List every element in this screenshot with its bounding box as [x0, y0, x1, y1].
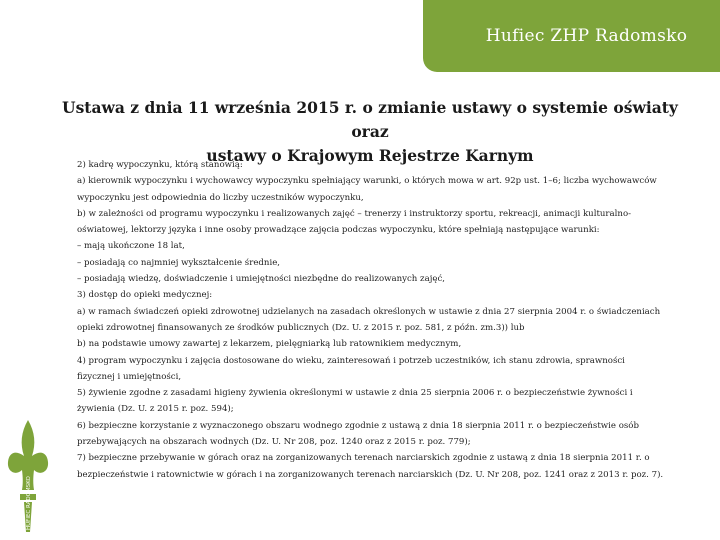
body-line: żywienia (Dz. U. z 2015 r. poz. 594); [77, 404, 234, 415]
zhp-lily-logo-icon [6, 418, 50, 536]
body-line: – posiadają wiedzę, doświadczenie i umiejętności niezbędne do realizowanych zajęć, [77, 274, 446, 285]
body-line: – mają ukończone 18 lat, [77, 241, 185, 252]
slide-body [77, 157, 677, 483]
body-line: b) w zależności od programu wypoczynku i realizowanych zajęć – trenerzy i instruktorzy sportu, rekreacji, animacji kulturalno- [77, 208, 632, 219]
body-line: 6) bezpieczne korzystanie z wyznaczonego obszaru wodnego zgodnie z ustawą z dnia 18 sierpnia 2011 r. o bezpieczeństwie osób [77, 420, 639, 431]
body-line: przebywających na obszarach wodnych (Dz. U. Nr 208, poz. 1240 oraz z 2015 r. poz. 779); [77, 437, 471, 448]
slide-title-line-1: Ustawa z dnia 11 września 2015 r. o zmianie ustawy o systemie oświaty oraz [62, 98, 678, 141]
header-banner [423, 0, 720, 72]
body-line: opieki zdrowotnej finansowanych ze środków publicznych (Dz. U. z 2015 r. poz. 581, z późn. zm.3)) lub [77, 322, 525, 333]
body-line: wypoczynku jest odpowiednia do liczby uczestników wypoczynku, [77, 192, 364, 203]
body-line: 3) dostęp do opieki medycznej: [77, 290, 213, 301]
body-line: 2) kadrę wypoczynku, którą stanowią: [77, 160, 243, 170]
body-line: bezpieczeństwie i ratownictwie w górach i na zorganizowanych terenach narciarskich (Dz. U. Nr 208, poz. 1241 oraz z 2013 r. poz. 7). [77, 469, 664, 480]
body-line: a) w ramach świadczeń opieki zdrowotnej udzielanych na zasadach określonych w ustawie z dnia 27 sierpnia 2004 r. o świadczeniach [77, 306, 661, 317]
body-line: a) kierownik wypoczynku i wychowawcy wypoczynku spełniający warunki, o których mowa w art. 92p ust. 1–6; liczba wychowawców [77, 176, 657, 187]
body-line: – posiadają co najmniej wykształcenie średnie, [77, 257, 281, 268]
logo-text: HUFIEC RADOMSKO [26, 476, 32, 530]
body-line: oświatowej, lektorzy języka i inne osoby prowadzące zajęcia podczas wypoczynku, które spełniają następujące warunki: [77, 225, 600, 236]
body-line: 5) żywienie zgodne z zasadami higieny żywienia określonymi w ustawie z dnia 25 sierpnia 2006 r. o bezpieczeństwie żywności i [77, 388, 633, 399]
header-title: Hufiec ZHP Radomsko [485, 26, 688, 46]
slide-title-line-2: ustawy o Krajowym Rejestrze Karnym [206, 146, 534, 165]
body-line: b) na podstawie umowy zawartej z lekarzem, pielęgniarką lub ratownikiem medycznym, [77, 339, 462, 350]
body-line: 4) program wypoczynku i zajęcia dostosowane do wieku, zainteresowań i potrzeb uczestników, ich stanu zdrowia, sprawności [77, 355, 625, 366]
body-line: fizycznej i umiejętności, [77, 371, 182, 382]
body-line: 7) bezpieczne przebywanie w górach oraz na zorganizowanych terenach narciarskich zgodnie z ustawą z dnia 18 sierpnia 2011 r. o [77, 453, 650, 464]
